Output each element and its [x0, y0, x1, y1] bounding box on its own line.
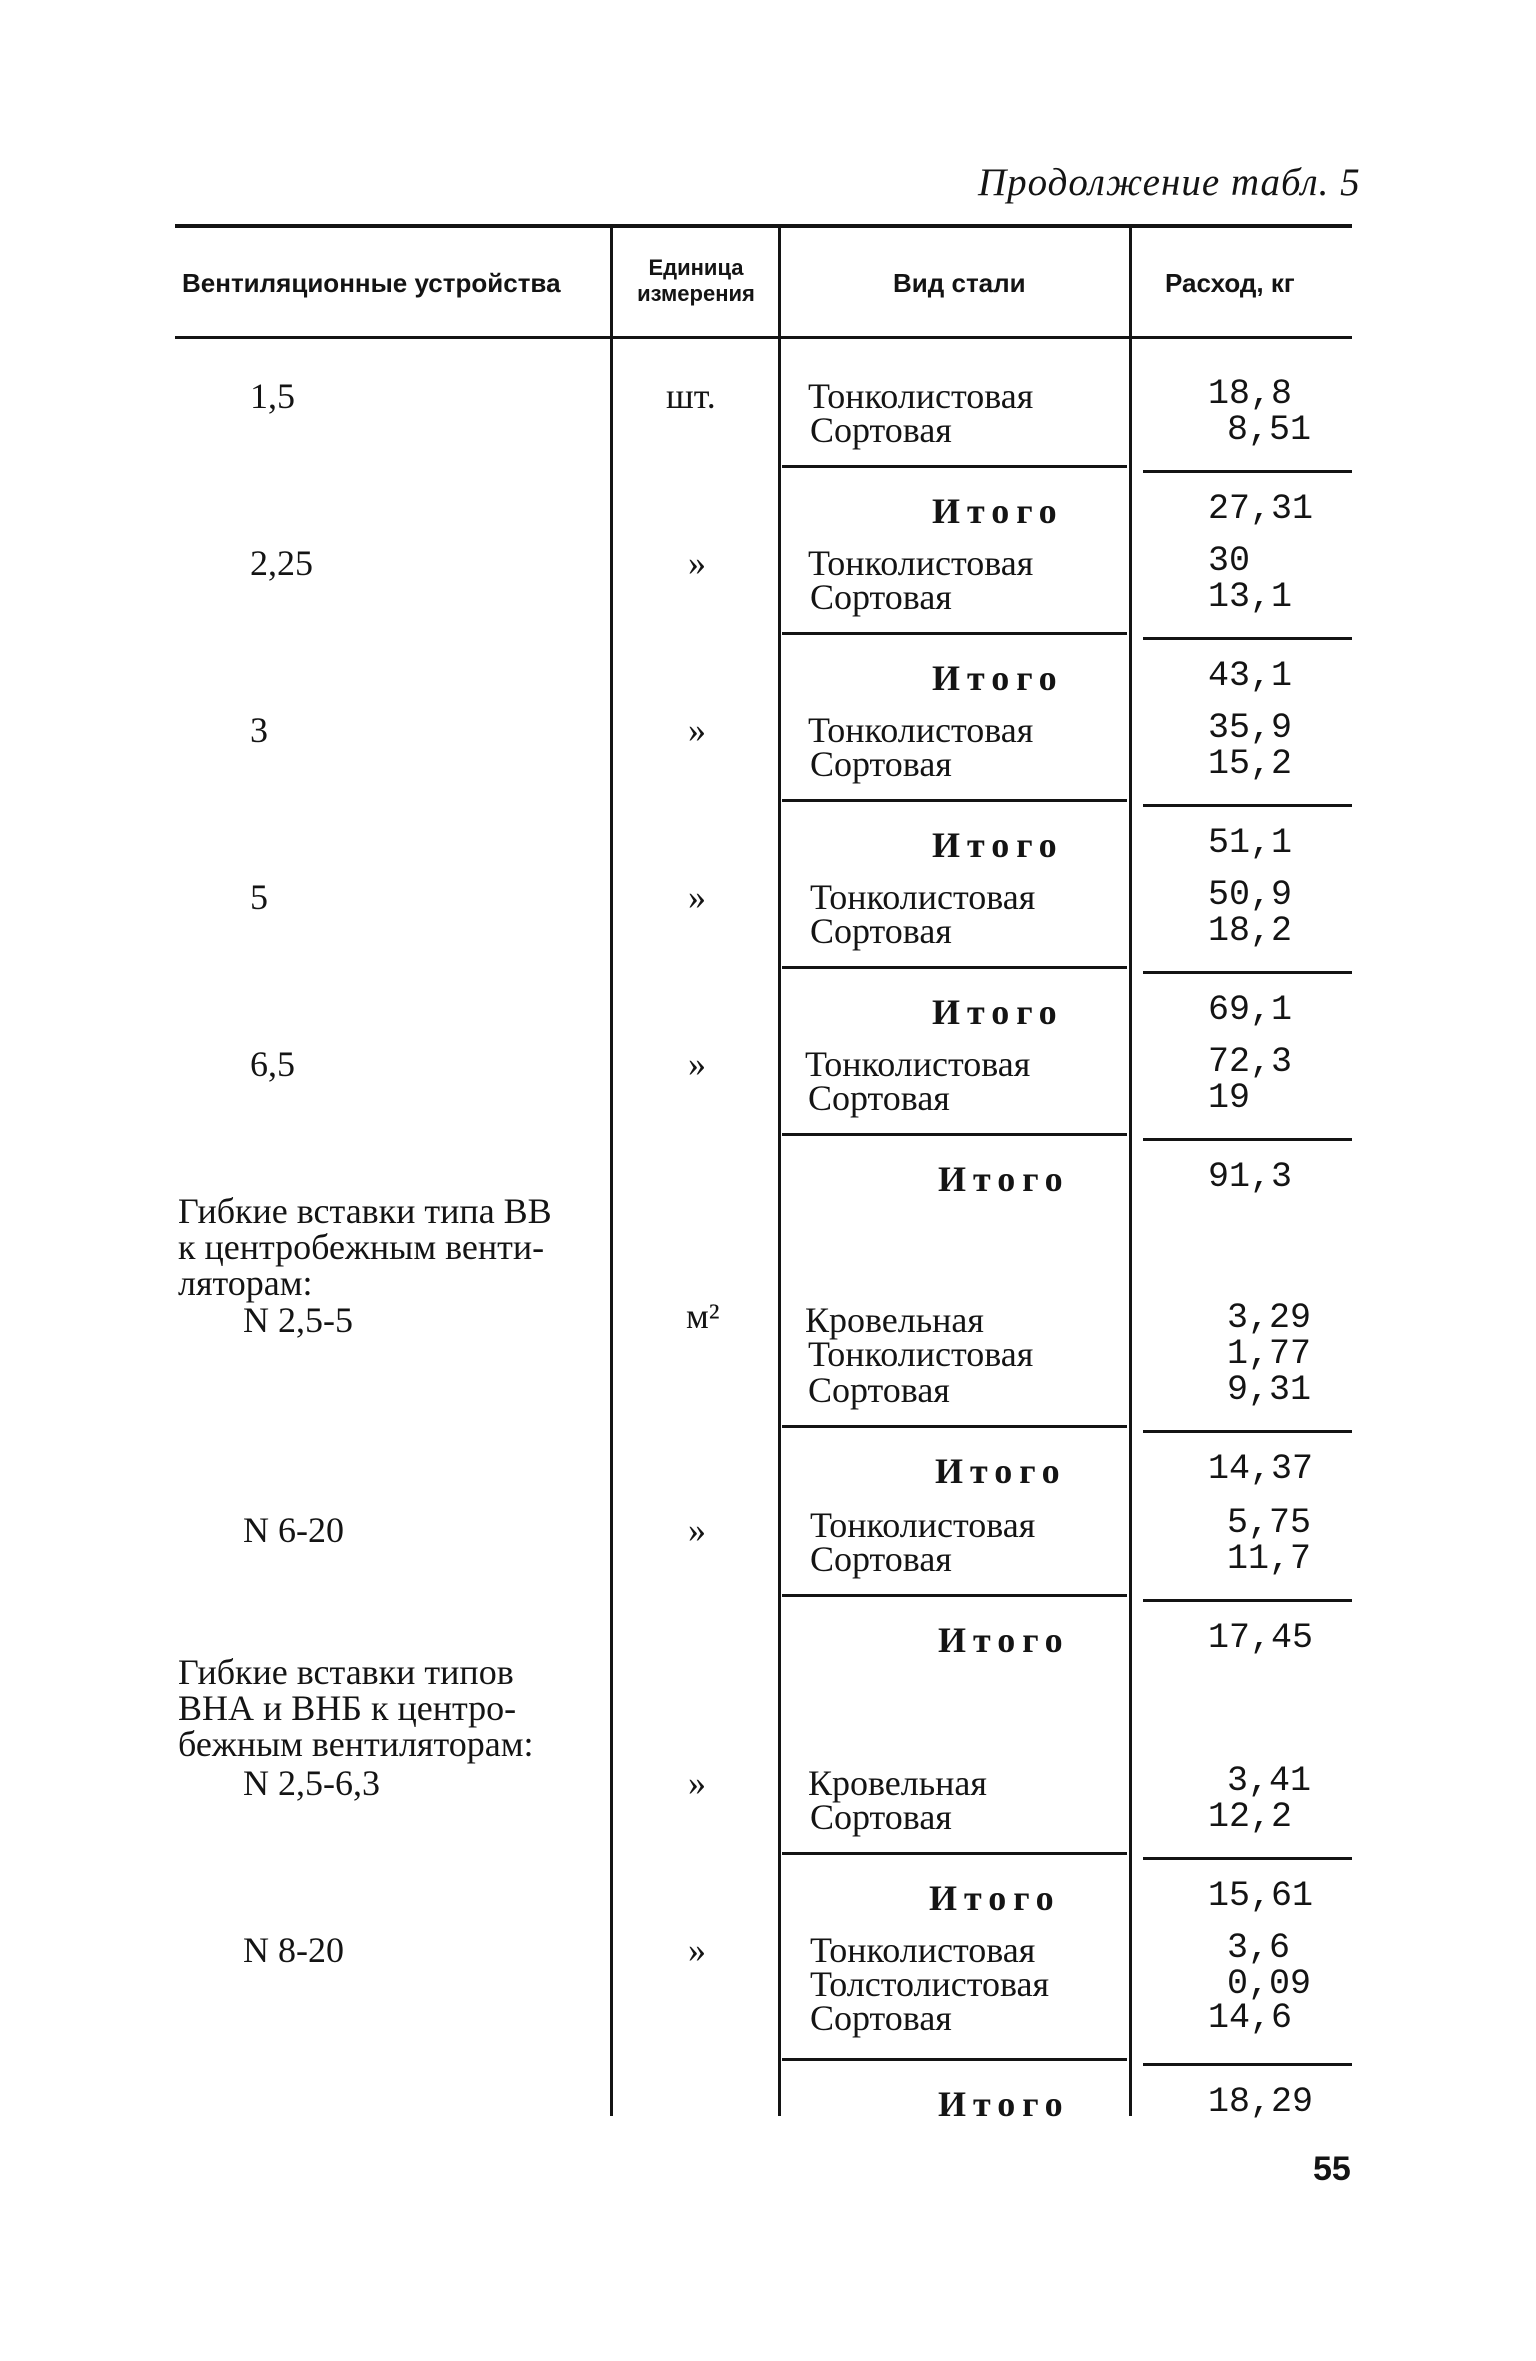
amount: 14,6 — [1208, 1998, 1293, 2038]
header-unit — [614, 255, 778, 307]
total-amount: 18,29 — [1208, 2082, 1314, 2122]
header-devices: Вентиляционные устройства — [182, 268, 561, 298]
total-label: Итого — [938, 1159, 1070, 1199]
subtotal-rule — [782, 1594, 1127, 1597]
steel-type: Тонколистовая — [808, 1334, 1034, 1374]
total-label: Итого — [938, 2084, 1070, 2124]
amount: 8,51 — [1227, 410, 1312, 450]
steel-type: Кровельная — [805, 1300, 984, 1340]
amount: 50,9 — [1208, 875, 1293, 915]
steel-type: Сортовая — [810, 1539, 952, 1579]
device-size: N 8-20 — [243, 1930, 344, 1970]
section-line: к центробежным венти- — [178, 1227, 545, 1267]
steel-type: Тонколистовая — [810, 1505, 1036, 1545]
total-amount: 15,61 — [1208, 1876, 1314, 1916]
device-size: 2,25 — [250, 543, 313, 583]
total-label: Итого — [932, 491, 1064, 531]
amount: 19 — [1208, 1078, 1251, 1118]
header-unit-line1: Единица — [648, 255, 744, 280]
total-label: Итого — [935, 1451, 1067, 1491]
device-size: 3 — [250, 710, 268, 750]
steel-type: Тонколистовая — [810, 877, 1036, 917]
steel-type: Сортовая — [810, 1797, 952, 1837]
column-divider-1 — [610, 226, 613, 2116]
subtotal-rule — [782, 1133, 1127, 1136]
steel-type: Сортовая — [810, 577, 952, 617]
device-size: N 6-20 — [243, 1510, 344, 1550]
total-amount: 69,1 — [1208, 990, 1293, 1030]
amount: 9,31 — [1227, 1370, 1312, 1410]
subtotal-rule — [782, 2058, 1127, 2061]
steel-type: Сортовая — [810, 1998, 952, 2038]
steel-type: Сортовая — [810, 410, 952, 450]
total-amount: 91,3 — [1208, 1157, 1293, 1197]
amount: 30 — [1208, 541, 1251, 581]
header-unit-line2: измерения — [637, 281, 755, 306]
total-amount: 51,1 — [1208, 823, 1293, 863]
amount: 35,9 — [1208, 708, 1293, 748]
subtotal-rule-right — [1143, 470, 1352, 473]
amount: 12,2 — [1208, 1797, 1293, 1837]
section-line: Гибкие вставки типов — [178, 1652, 514, 1692]
subtotal-rule-right — [1143, 804, 1352, 807]
section-line: Гибкие вставки типа ВВ — [178, 1191, 552, 1231]
amount: 11,7 — [1227, 1539, 1312, 1579]
total-amount: 17,45 — [1208, 1618, 1314, 1658]
section-line: ВНА и ВНБ к центро- — [178, 1688, 517, 1728]
steel-type: Сортовая — [810, 744, 952, 784]
unit-cell: » — [688, 1930, 706, 1970]
subtotal-rule — [782, 632, 1127, 635]
subtotal-rule — [782, 799, 1127, 802]
steel-type: Тонколистовая — [805, 1044, 1031, 1084]
total-label: Итого — [932, 658, 1064, 698]
amount: 18,2 — [1208, 911, 1293, 951]
steel-type: Толстолистовая — [810, 1964, 1050, 2004]
amount: 1,77 — [1227, 1334, 1312, 1374]
amount: 18,8 — [1208, 374, 1293, 414]
amount: 72,3 — [1208, 1042, 1293, 1082]
subtotal-rule — [782, 966, 1127, 969]
header-bottom-rule — [175, 336, 1352, 339]
steel-type: Кровельная — [808, 1763, 987, 1803]
subtotal-rule-right — [1143, 637, 1352, 640]
header-consumption: Расход, кг — [1165, 268, 1295, 298]
steel-type: Тонколистовая — [808, 710, 1034, 750]
unit-cell: » — [688, 1044, 706, 1084]
steel-type: Тонколистовая — [808, 543, 1034, 583]
device-size: N 2,5-5 — [243, 1300, 353, 1340]
amount: 3,6 — [1227, 1928, 1291, 1968]
subtotal-rule — [782, 1425, 1127, 1428]
subtotal-rule — [782, 1852, 1127, 1855]
unit-cell: » — [688, 877, 706, 917]
amount: 0,09 — [1227, 1964, 1312, 2004]
header-steel-type: Вид стали — [893, 268, 1026, 298]
unit-cell: » — [688, 543, 706, 583]
amount: 13,1 — [1208, 577, 1293, 617]
steel-type: Тонколистовая — [810, 1930, 1036, 1970]
subtotal-rule-right — [1143, 1430, 1352, 1433]
total-label: Итого — [938, 1620, 1070, 1660]
device-size: N 2,5-6,3 — [243, 1763, 380, 1803]
section-line: бежным вентиляторам: — [178, 1724, 534, 1764]
total-label: Итого — [932, 992, 1064, 1032]
unit-cell: шт. — [666, 376, 716, 416]
device-size: 1,5 — [250, 376, 295, 416]
header-top-rule — [175, 224, 1352, 228]
total-label: Итого — [929, 1878, 1061, 1918]
steel-type: Тонколистовая — [808, 376, 1034, 416]
total-label: Итого — [932, 825, 1064, 865]
device-size: 6,5 — [250, 1044, 295, 1084]
total-amount: 27,31 — [1208, 489, 1314, 529]
section-line: ляторам: — [178, 1263, 313, 1303]
section-title-flexible-bb — [178, 1193, 598, 1301]
section-title-flexible-vna — [178, 1654, 600, 1762]
total-amount: 43,1 — [1208, 656, 1293, 696]
subtotal-rule-right — [1143, 2063, 1352, 2066]
amount: 15,2 — [1208, 744, 1293, 784]
unit-cell: » — [688, 1510, 706, 1550]
subtotal-rule-right — [1143, 971, 1352, 974]
subtotal-rule-right — [1143, 1599, 1352, 1602]
unit-cell: » — [688, 710, 706, 750]
total-amount: 14,37 — [1208, 1449, 1314, 1489]
subtotal-rule — [782, 465, 1127, 468]
unit-cell: » — [688, 1763, 706, 1803]
table-caption: Продолжение табл. 5 — [978, 161, 1361, 204]
device-size: 5 — [250, 877, 268, 917]
subtotal-rule-right — [1143, 1138, 1352, 1141]
subtotal-rule-right — [1143, 1857, 1352, 1860]
steel-type: Сортовая — [808, 1078, 950, 1118]
column-divider-3 — [1129, 226, 1132, 2116]
amount: 3,29 — [1227, 1298, 1312, 1338]
steel-type: Сортовая — [810, 911, 952, 951]
amount: 3,41 — [1227, 1761, 1312, 1801]
amount: 5,75 — [1227, 1503, 1312, 1543]
unit-cell: м² — [686, 1296, 720, 1336]
column-divider-2 — [778, 226, 781, 2116]
page-number: 55 — [1313, 2150, 1351, 2188]
steel-type: Сортовая — [808, 1370, 950, 1410]
